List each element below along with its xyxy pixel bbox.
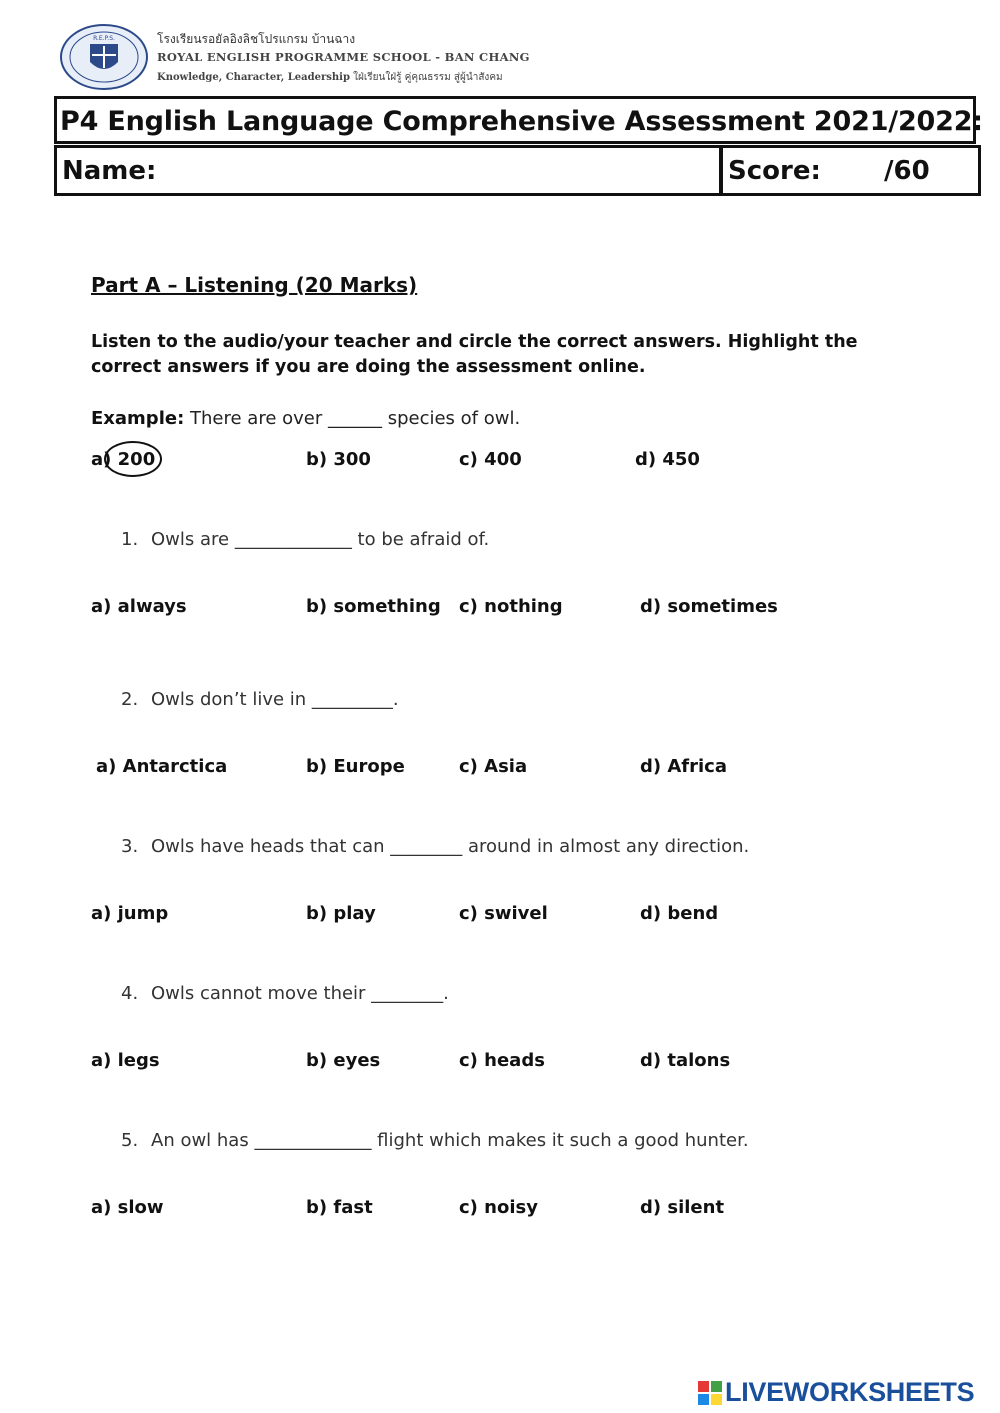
- school-motto: [157, 70, 503, 85]
- q1-option-c[interactable]: c) nothing: [459, 596, 563, 617]
- q5-option-b[interactable]: b) fast: [306, 1197, 373, 1218]
- q5-option-d[interactable]: d) silent: [640, 1197, 725, 1218]
- logo-text: R.E.P.S.: [93, 35, 115, 42]
- q2-option-a[interactable]: a) Antarctica: [96, 756, 228, 777]
- page-title: P4 English Language Comprehensive Assessment 2021/2022:: [60, 106, 983, 137]
- example-answer-circle: [104, 441, 162, 477]
- question-5: [121, 1130, 749, 1151]
- q1-option-d[interactable]: d) sometimes: [640, 596, 778, 617]
- question-1-number: 1.: [121, 529, 139, 550]
- part-a-title: Part A – Listening (20 Marks): [91, 273, 418, 297]
- school-logo: [58, 22, 150, 92]
- q5-option-a[interactable]: a) slow: [91, 1197, 164, 1218]
- part-a-instructions: Listen to the audio/your teacher and circle the correct answers. Highlight the correct answers if you are doing the assessment online.: [91, 332, 858, 377]
- question-2-text: Owls don’t live in _________.: [151, 689, 399, 710]
- motto-english: Knowledge, Character, Leadership: [157, 72, 350, 83]
- q5-option-c[interactable]: c) noisy: [459, 1197, 538, 1218]
- name-label: Name:: [62, 156, 157, 186]
- q1-option-b[interactable]: b) something: [306, 596, 441, 617]
- question-4-text: Owls cannot move their ________.: [151, 983, 449, 1004]
- example-text: There are over ______ species of owl.: [190, 408, 521, 429]
- q2-option-c[interactable]: c) Asia: [459, 756, 528, 777]
- question-4: [121, 983, 449, 1004]
- example-option-d[interactable]: d) 450: [635, 449, 700, 470]
- school-name-thai: โรงเรียนรอยัลอิงลิชโปรแกรม บ้านฉาง: [157, 32, 356, 46]
- question-1: [121, 529, 489, 550]
- question-3-text: Owls have heads that can ________ around in almost any direction.: [151, 836, 750, 857]
- school-name-english: ROYAL ENGLISH PROGRAMME SCHOOL - BAN CHANG: [157, 50, 530, 64]
- q4-option-c[interactable]: c) heads: [459, 1050, 545, 1071]
- liveworksheets-brand: [698, 1377, 974, 1411]
- example-option-c[interactable]: c) 400: [459, 449, 522, 470]
- question-2-number: 2.: [121, 689, 139, 710]
- q1-option-a[interactable]: a) always: [91, 596, 187, 617]
- liveworksheets-brand-text: LIVEWORKSHEETS: [725, 1377, 975, 1407]
- question-5-number: 5.: [121, 1130, 139, 1151]
- question-3-number: 3.: [121, 836, 139, 857]
- q3-option-c[interactable]: c) swivel: [459, 903, 548, 924]
- liveworksheets-logo-icon: [698, 1381, 722, 1405]
- q2-option-b[interactable]: b) Europe: [306, 756, 405, 777]
- q4-option-a[interactable]: a) legs: [91, 1050, 160, 1071]
- example-option-a[interactable]: a) 200: [91, 449, 156, 470]
- q3-option-b[interactable]: b) play: [306, 903, 376, 924]
- question-4-number: 4.: [121, 983, 139, 1004]
- q4-option-b[interactable]: b) eyes: [306, 1050, 381, 1071]
- question-2: [121, 689, 399, 710]
- score-total: /60: [884, 156, 930, 186]
- q2-option-d[interactable]: d) Africa: [640, 756, 728, 777]
- question-3: [121, 836, 749, 857]
- q4-option-d[interactable]: d) talons: [640, 1050, 731, 1071]
- question-5-text: An owl has _____________ flight which makes it such a good hunter.: [151, 1130, 749, 1151]
- score-label: Score:: [728, 156, 821, 186]
- motto-thai: ใฝ่เรียนใฝ่รู้ คู่คุณธรรม สู่ผู้นำสังคม: [353, 72, 503, 83]
- example-option-b[interactable]: b) 300: [306, 449, 371, 470]
- example-question: [91, 408, 520, 429]
- question-1-text: Owls are _____________ to be afraid of.: [151, 529, 490, 550]
- q3-option-d[interactable]: d) bend: [640, 903, 719, 924]
- q3-option-a[interactable]: a) jump: [91, 903, 169, 924]
- example-label: Example:: [91, 408, 185, 429]
